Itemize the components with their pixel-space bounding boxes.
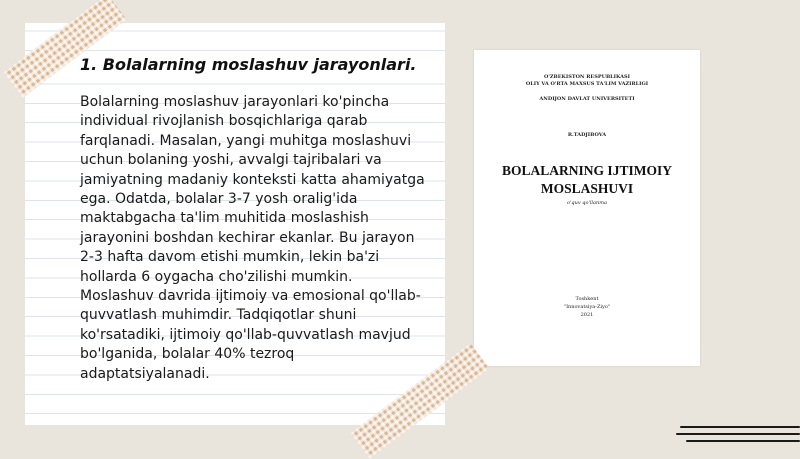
cover-subtitle: o'quv qo'llanma	[567, 200, 607, 206]
decorative-line	[686, 440, 800, 442]
cover-title-line2: MOSLASHUVI	[540, 181, 634, 196]
cover-author: R.TADJIBOVA	[567, 132, 607, 138]
book-cover-image	[474, 50, 700, 366]
decorative-line	[680, 426, 800, 428]
cover-city: Toshkent	[575, 296, 599, 302]
cover-header-line1: O'ZBEKISTON RESPUBLIKASI	[543, 74, 630, 80]
cover-publisher: "Innovatsiya-Ziyo"	[563, 304, 611, 310]
decorative-lines	[676, 422, 800, 446]
cover-title-line1: BOLALARNING IJTIMOIY	[502, 163, 672, 178]
decorative-line	[676, 433, 800, 435]
cover-title	[474, 162, 700, 198]
section-body-text: Bolalarning moslashuv jarayonlari ko'pincha individual rivojlanish bosqichlariga qarab farqlanadi. Masalan, yangi muhitga moslashuvi uchun bolaning yoshi, avvalgi tajribalari va jamiyatning madaniy konteksti katta ahamiyatga ega. Odatda, bolalar 3-7 yosh oralig'ida maktabgacha ta'lim muhitida moslashish jarayonini boshdan kechirar ekanlar. Bu jarayon 2-3 hafta davom etishi mumkin, lekin ba'zi hollarda 6 oygacha cho'zilishi mumkin. Moslashuv davrida ijtimoiy va emosional qo'llab-quvvatlash muhimdir. Tadqiqotlar shuni ko'rsatadiki, ijtimoiy qo'llab-quvvatlash mavjud bo'lganida, bolalar 40% tezroq adaptatsiyalanadi.	[80, 94, 425, 382]
cover-year: 2021	[580, 312, 594, 318]
cover-header-line2: OLIY VA O'RTA MAXSUS TA'LIM VAZIRLIGI	[525, 81, 649, 87]
cover-university: ANDIJON DAVLAT UNIVERSITETI	[539, 96, 635, 102]
section-heading: 1. Bolalarning moslashuv jarayonlari.	[80, 55, 417, 74]
